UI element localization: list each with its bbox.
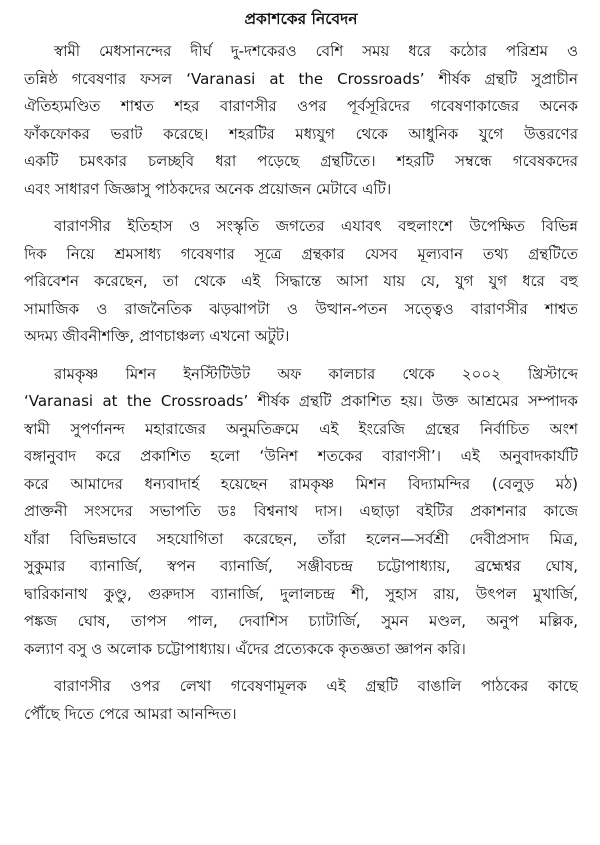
page-title: প্রকাশকের নিবেদন <box>244 10 358 28</box>
text-line: পৌঁছে দিতে পেরে আমরা আনন্দিত। <box>24 704 237 723</box>
paragraph-3 <box>24 361 578 664</box>
text-line: সামাজিক ও রাজনৈতিক ঝড়ঝাপটা ও উত্থান-পতন সত্ত্বেও বারাণসীর শাশ্বত <box>24 299 578 318</box>
paragraph-4 <box>24 673 578 728</box>
text-line: কল্যাণ বসু ও অলোক চট্টোপাধ্যায়। এঁদের প্রত্যেককে কৃতজ্ঞতা জ্ঞাপন করি। <box>24 639 466 658</box>
text-line: বারাণসীর ইতিহাস ও সংস্কৃতি জগতের এযাবৎ বহুলাংশে উপেক্ষিত বিভিন্ন <box>54 217 578 235</box>
paragraph-2 <box>24 213 578 351</box>
text-line: পরিবেশন করেছেন, তা থেকে এই সিদ্ধান্তে আসা যায় যে, যুগ যুগ ধরে বহু <box>24 272 578 290</box>
paragraph-1 <box>24 38 578 203</box>
text-line: ফাঁকফোকর ভরাট করেছে। শহরটির মধ্যযুগ থেকে আধুনিক যুগে উত্তরণের <box>24 124 578 143</box>
text-line: প্রাক্তনী সংসদের সভাপতি ডঃ বিশ্বনাথ দাস। এছাড়া বইটির প্রকাশনার কাজে <box>24 502 578 520</box>
text-line: দ্বারিকানাথ কুণ্ডু, গুরুদাস ব্যানার্জি, দুলালচন্দ্র শী, সুহাস রায়, উৎপল মুখার্জি, <box>24 584 578 603</box>
text-line: স্বামী মেধসানন্দের দীর্ঘ দু-দশকেরও বেশি সময় ধরে কঠোর পরিশ্রম ও <box>54 42 578 60</box>
text-line: অদম্য জীবনীশক্তি, প্রাণচাঞ্চল্য এখনো অটুট। <box>24 327 290 345</box>
text-line: বঙ্গানুবাদ করে প্রকাশিত হলো ‘উনিশ শতকের বারাণসী’। এই অনুবাদকার্যটি <box>24 447 578 465</box>
text-line: ‘Varanasi at the Crossroads’ শীর্ষক গ্রন্থটি প্রকাশিত হয়। উক্ত আশ্রমের সম্পাদক <box>24 392 578 410</box>
text-line: পঙ্কজ ঘোষ, তাপস পাল, দেবাশিস চ্যাটার্জি, সুমন মণ্ডল, অনুপ মল্লিক, <box>24 612 578 630</box>
text-line: ঐতিহ্যমণ্ডিত শাশ্বত শহর বারাণসীর ওপর পূর্বসূরিদের গবেষণাকাজের অনেক <box>24 97 578 115</box>
text-line: স্বামী সুপর্ণানন্দ মহারাজের অনুমতিক্রমে এই ইংরেজি গ্রন্থের নির্বাচিত অংশ <box>24 419 578 438</box>
text-line: সুকুমার ব্যানার্জি, স্বপন ব্যানার্জি, সঞ্জীবচন্দ্র চট্টোপাধ্যায়, ব্রহ্মেশ্বর ঘোষ, <box>24 557 578 575</box>
text-line: যাঁরা বিভিন্নভাবে সহযোগিতা করেছেন, তাঁরা হলেন—সর্বশ্রী দেবীপ্রসাদ মিত্র, <box>24 529 578 548</box>
text-line: করে আমাদের ধন্যবাদার্হ হয়েছেন রামকৃষ্ণ মিশন বিদ্যামন্দির (বেলুড় মঠ) <box>24 474 578 493</box>
text-line: বারাণসীর ওপর লেখা গবেষণামূলক এই গ্রন্থটি বাঙালি পাঠকের কাছে <box>54 677 578 695</box>
text-line: একটি চমৎকার চলচ্ছবি ধরা পড়েছে গ্রন্থটিতে। শহরটি সম্বন্ধে গবেষকদের <box>24 152 578 170</box>
text-line: এবং সাধারণ জিজ্ঞাসু পাঠকদের অনেক প্রয়োজন মেটাবে এটি। <box>24 179 392 198</box>
text-line: তন্নিষ্ঠ গবেষণার ফসল ‘Varanasi at the Crossroads’ শীর্ষক গ্রন্থটি সুপ্রাচীন <box>24 69 578 88</box>
text-line: রামকৃষ্ণ মিশন ইনস্টিটিউট অফ কালচার থেকে ২০০২ খ্রিস্টাব্দে <box>54 364 578 383</box>
text-line: দিক নিয়ে শ্রমসাধ্য গবেষণার সূত্রে গ্রন্থকার যেসব মূল্যবান তথ্য গ্রন্থটিতে <box>24 244 578 263</box>
